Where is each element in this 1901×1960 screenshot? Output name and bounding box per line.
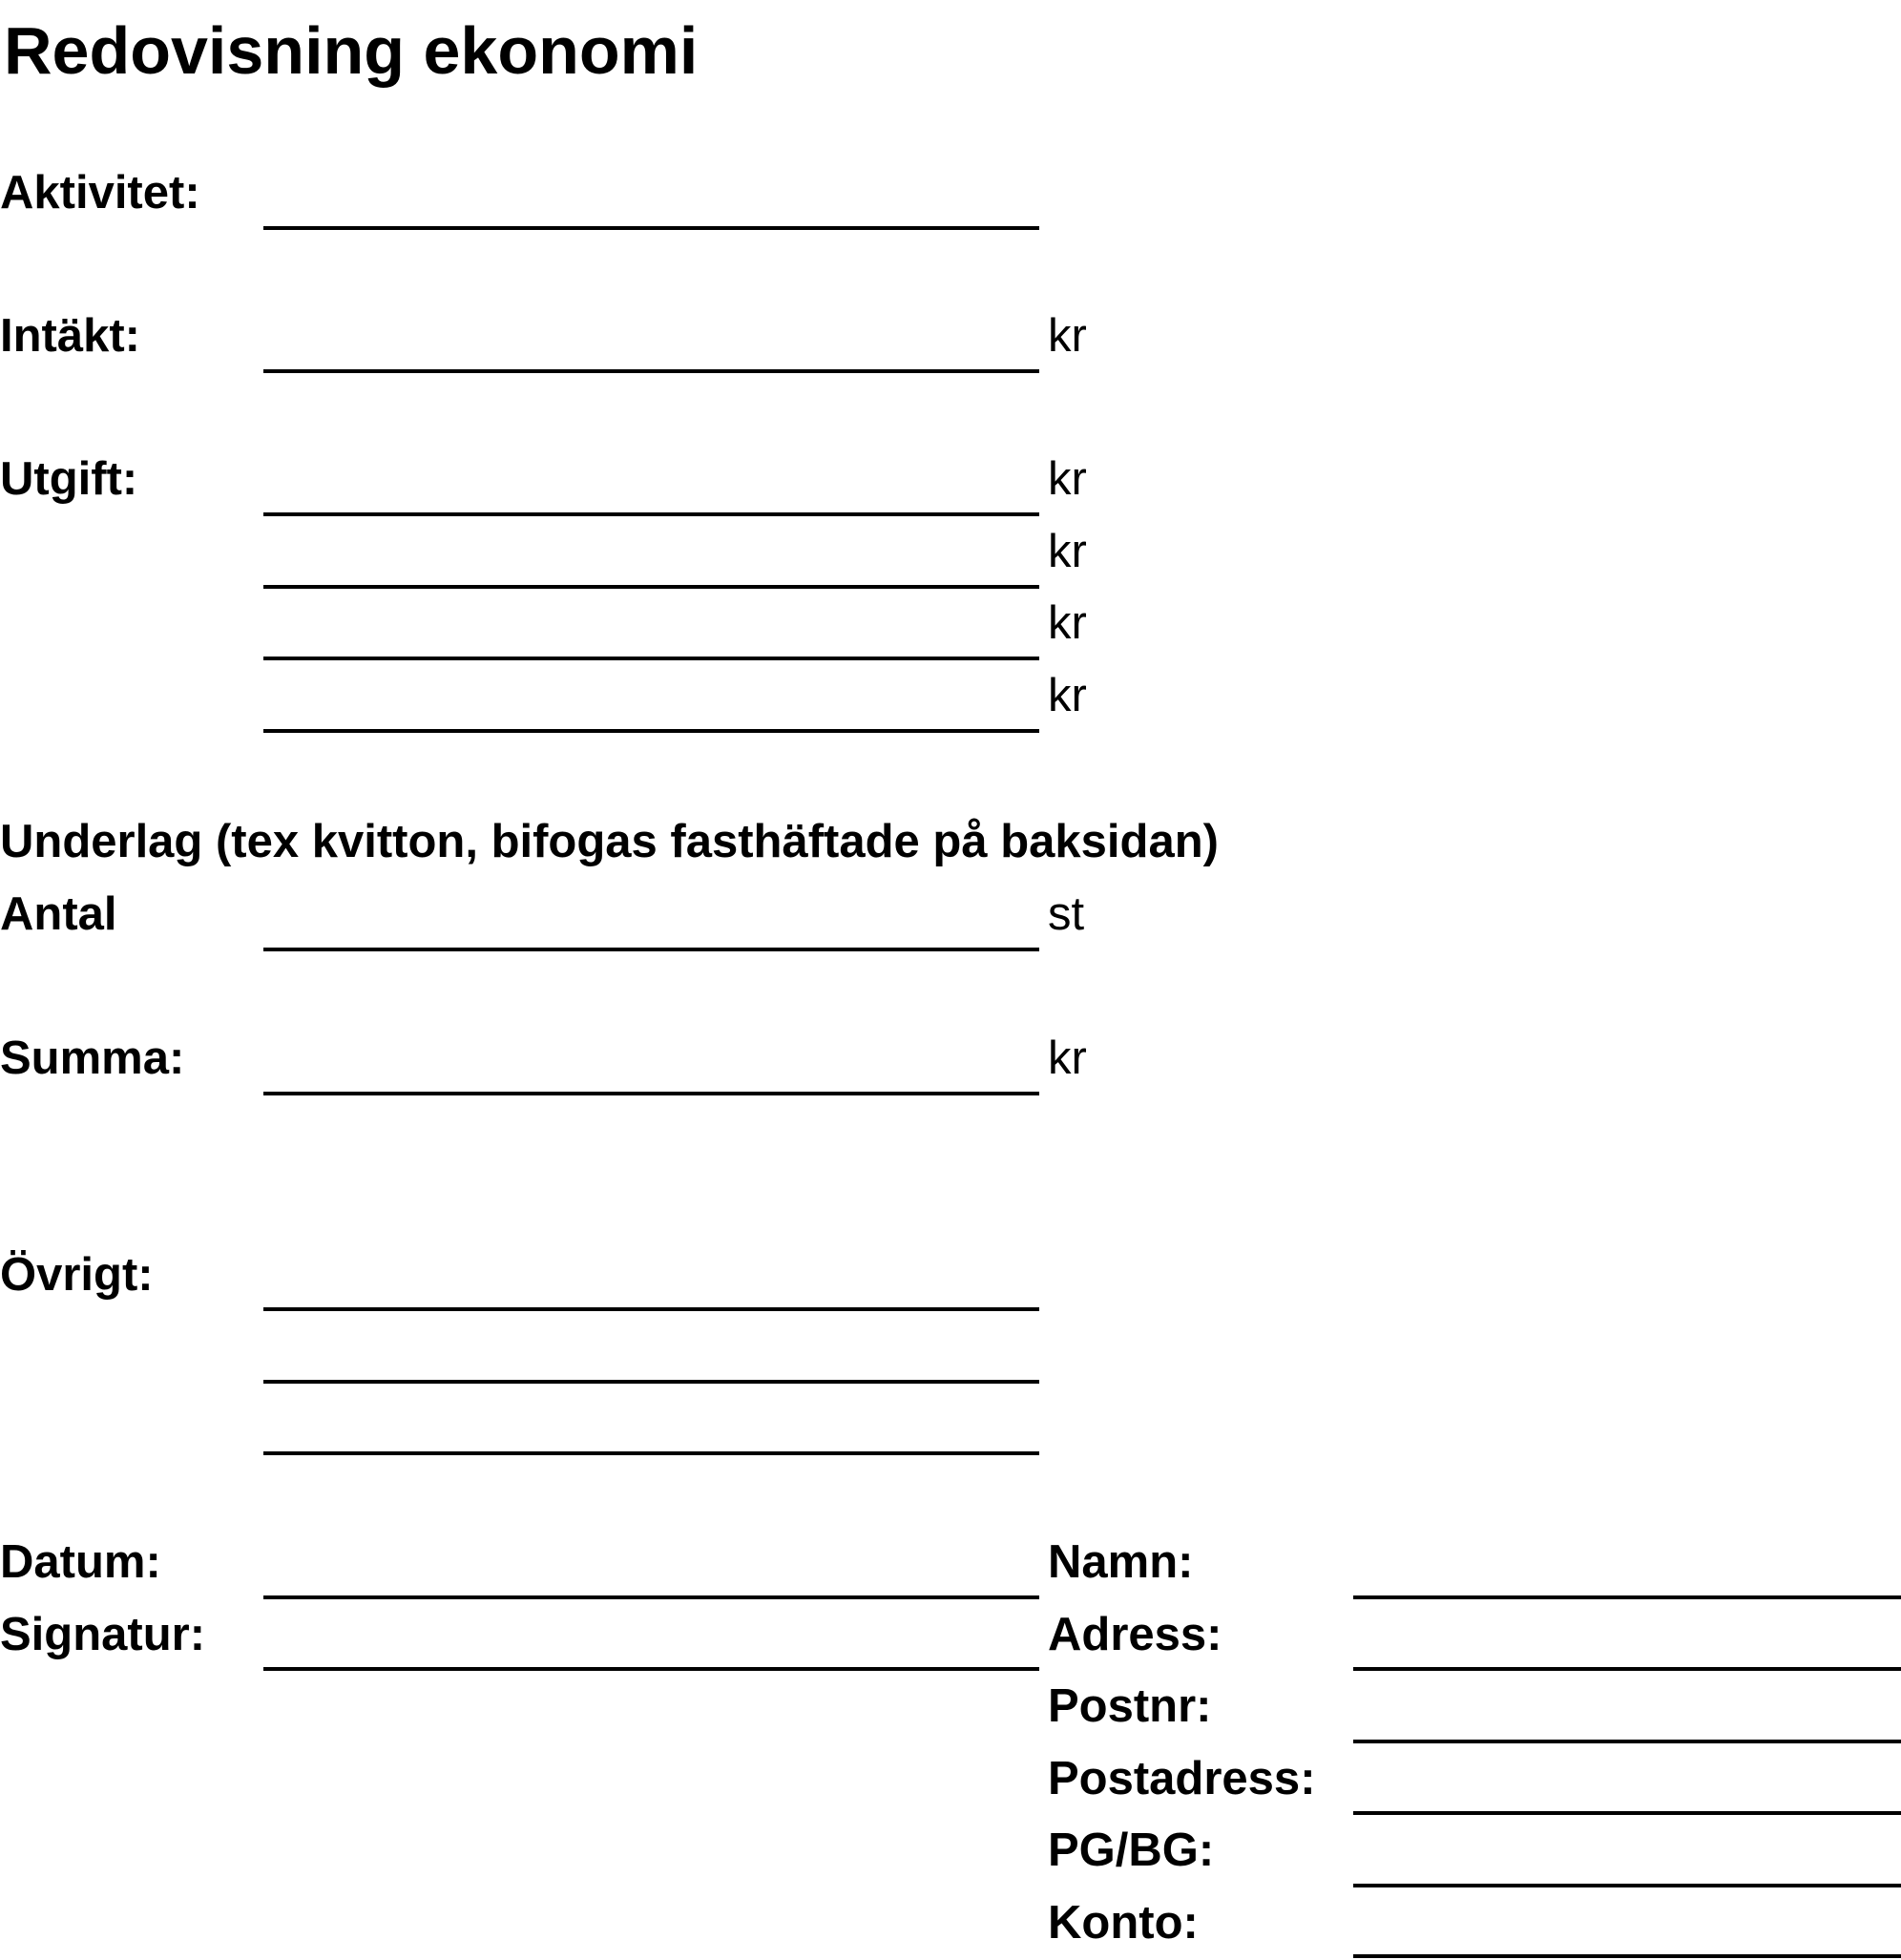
- ovrigt-field-line-3[interactable]: [263, 1451, 1039, 1455]
- konto-field-line[interactable]: [1353, 1954, 1901, 1958]
- konto-label: Konto:: [1048, 1897, 1199, 1949]
- summa-label: Summa:: [0, 1032, 185, 1084]
- ovrigt-field-line-1[interactable]: [263, 1307, 1039, 1311]
- antal-unit: st: [1048, 888, 1085, 940]
- ovrigt-field-line-2[interactable]: [263, 1380, 1039, 1384]
- intakt-label: Intäkt:: [0, 310, 140, 362]
- adress-label: Adress:: [1048, 1609, 1222, 1660]
- namn-field-line[interactable]: [1353, 1595, 1901, 1599]
- aktivitet-field-line[interactable]: [263, 226, 1039, 230]
- postnr-field-line[interactable]: [1353, 1740, 1901, 1743]
- utgift-field-line-4[interactable]: [263, 729, 1039, 733]
- datum-label: Datum:: [0, 1536, 161, 1588]
- postadress-label: Postadress:: [1048, 1753, 1316, 1804]
- postadress-field-line[interactable]: [1353, 1811, 1901, 1815]
- utgift-label: Utgift:: [0, 453, 138, 505]
- summa-field-line[interactable]: [263, 1092, 1039, 1095]
- utgift-unit-1: kr: [1048, 453, 1087, 505]
- utgift-field-line-2[interactable]: [263, 585, 1039, 589]
- signatur-field-line[interactable]: [263, 1667, 1039, 1671]
- utgift-unit-4: kr: [1048, 670, 1087, 721]
- underlag-heading: Underlag (tex kvitton, bifogas fasthäftade på baksidan): [0, 816, 1219, 867]
- utgift-unit-2: kr: [1048, 526, 1087, 577]
- antal-label: Antal: [0, 888, 117, 940]
- ovrigt-label: Övrigt:: [0, 1249, 154, 1301]
- postnr-label: Postnr:: [1048, 1680, 1212, 1732]
- utgift-field-line-3[interactable]: [263, 657, 1039, 660]
- intakt-field-line[interactable]: [263, 369, 1039, 373]
- aktivitet-label: Aktivitet:: [0, 167, 200, 219]
- adress-field-line[interactable]: [1353, 1667, 1901, 1671]
- summa-unit: kr: [1048, 1032, 1087, 1084]
- antal-field-line[interactable]: [263, 948, 1039, 951]
- pgbg-label: PG/BG:: [1048, 1824, 1215, 1876]
- utgift-unit-3: kr: [1048, 597, 1087, 649]
- datum-field-line[interactable]: [263, 1595, 1039, 1599]
- page-title: Redovisning ekonomi: [4, 13, 699, 88]
- namn-label: Namn:: [1048, 1536, 1194, 1588]
- utgift-field-line-1[interactable]: [263, 512, 1039, 516]
- intakt-unit: kr: [1048, 310, 1087, 362]
- signatur-label: Signatur:: [0, 1609, 206, 1660]
- pgbg-field-line[interactable]: [1353, 1884, 1901, 1887]
